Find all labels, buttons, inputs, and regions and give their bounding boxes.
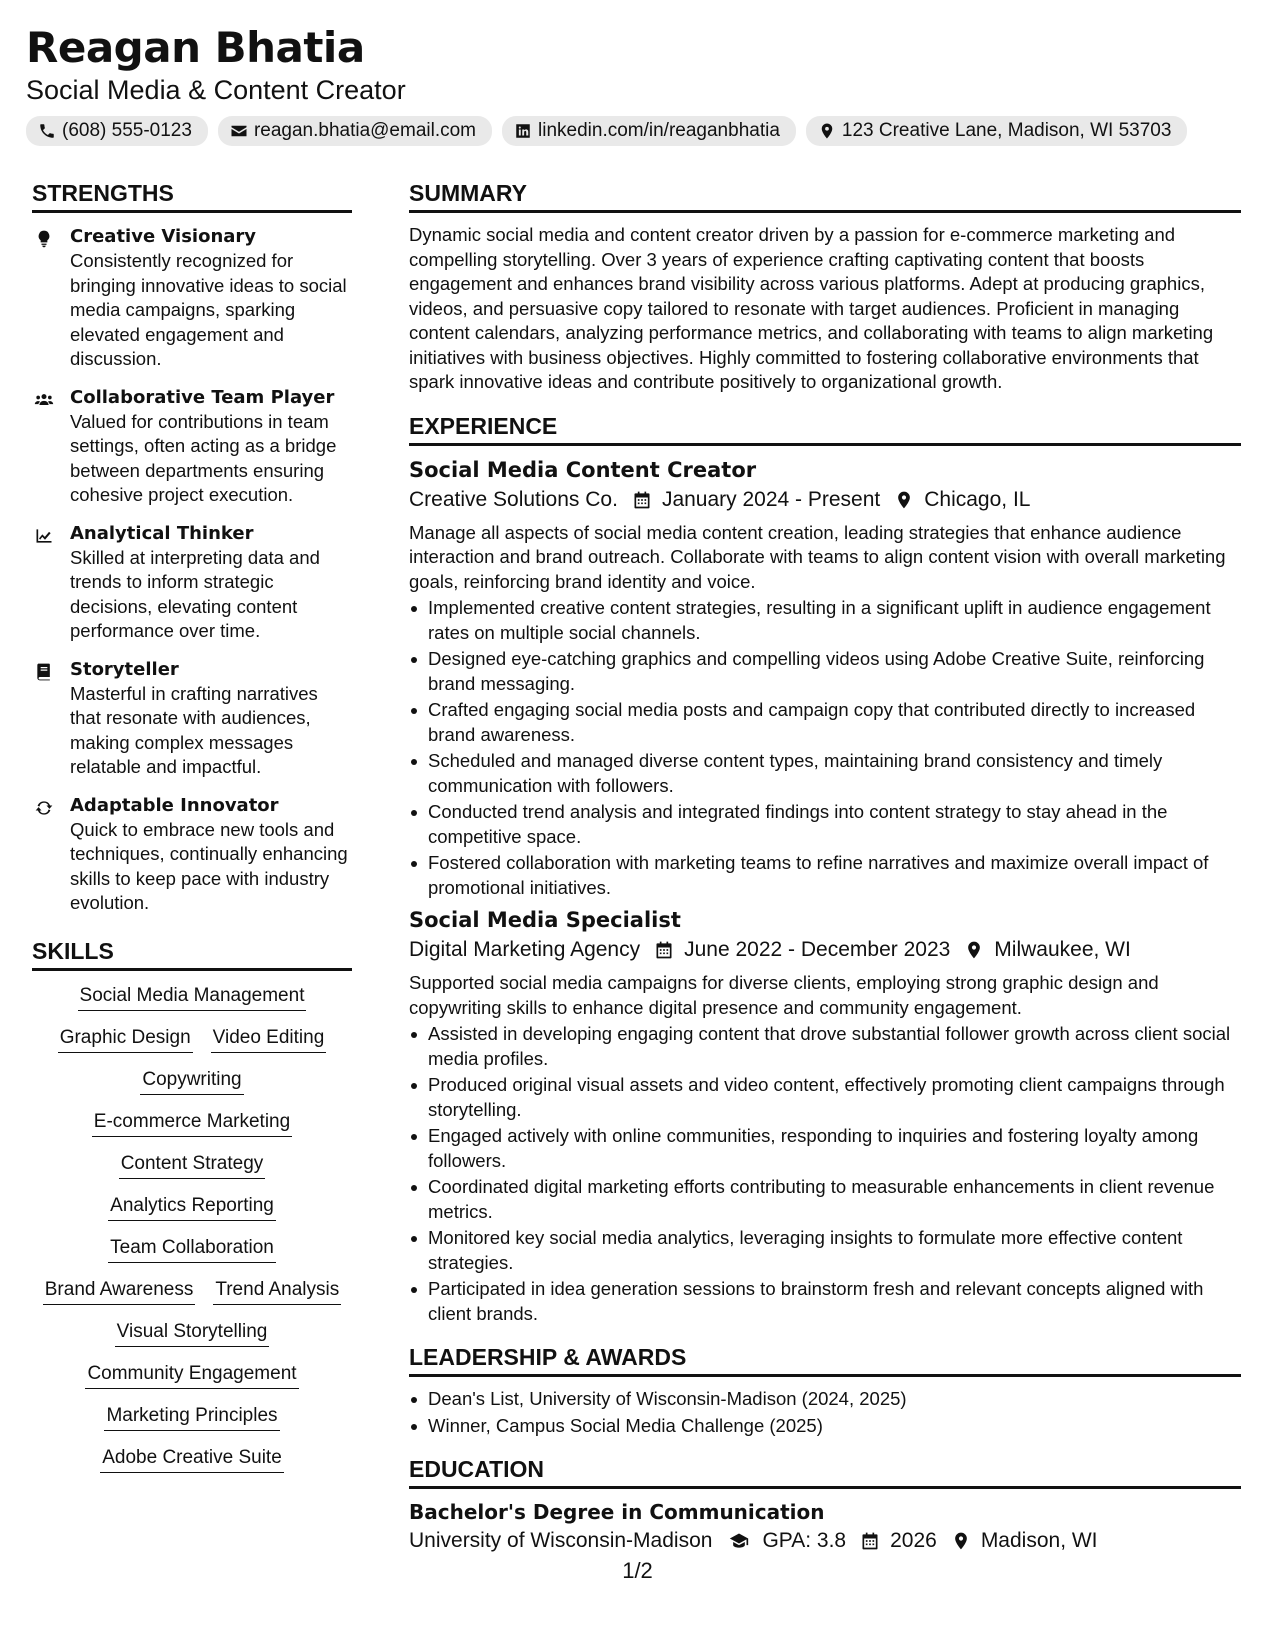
skill-tag: Marketing Principles bbox=[104, 1403, 279, 1431]
book-icon bbox=[34, 662, 54, 682]
map-pin-icon bbox=[951, 1531, 971, 1551]
skill-tag: E-commerce Marketing bbox=[92, 1109, 292, 1137]
contact-email-text: reagan.bhatia@email.com bbox=[253, 120, 477, 141]
education-meta bbox=[409, 1526, 1241, 1556]
awards-list bbox=[409, 1387, 1241, 1438]
map-pin-icon bbox=[964, 940, 984, 960]
list-item: Implemented creative content strategies, resulting in a significant uplift in audience engagement rates on multiple social channels. bbox=[409, 596, 1241, 645]
map-pin-icon bbox=[818, 122, 836, 140]
contact-phone[interactable] bbox=[26, 116, 208, 146]
strength-desc: Valued for contributions in team settings, often acting as a bridge between departments ensuring cohesive project execution. bbox=[70, 410, 337, 505]
map-pin-icon bbox=[894, 490, 914, 510]
contact-address bbox=[806, 116, 1188, 146]
skill-tag: Analytics Reporting bbox=[108, 1193, 276, 1221]
phone-icon bbox=[38, 122, 56, 140]
job-description: Manage all aspects of social media content creation, leading strategies that enhance audience interaction and brand outreach. Collaborate with teams to align content vision with overall marketing goals, reinforcing brand identity and voice. bbox=[409, 521, 1226, 592]
refresh-icon bbox=[34, 798, 54, 818]
strength-name: Collaborative Team Player bbox=[70, 386, 335, 408]
job-location: Chicago, IL bbox=[924, 487, 1031, 511]
list-item: Participated in idea generation sessions to brainstorm fresh and relevant concepts aligned with client brands. bbox=[409, 1277, 1241, 1326]
left-column bbox=[32, 178, 352, 1473]
job-title: Social Media Specialist bbox=[409, 908, 681, 932]
education-heading: EDUCATION bbox=[409, 1454, 1241, 1489]
strength-name: Creative Visionary bbox=[70, 226, 257, 247]
skill-tag: Adobe Creative Suite bbox=[100, 1445, 284, 1473]
calendar-icon bbox=[860, 1531, 880, 1551]
skill-tag: Copywriting bbox=[140, 1067, 243, 1095]
lightbulb-icon bbox=[34, 229, 54, 249]
school-name: University of Wisconsin-Madison bbox=[409, 1529, 713, 1552]
gpa: GPA: 3.8 bbox=[762, 1529, 847, 1552]
list-item: Monitored key social media analytics, leveraging insights to formulate more effective content strategies. bbox=[409, 1226, 1241, 1275]
graduation-year: 2026 bbox=[890, 1529, 937, 1552]
experience-heading: EXPERIENCE bbox=[409, 411, 1241, 446]
awards-heading: LEADERSHIP & AWARDS bbox=[409, 1342, 1241, 1377]
degree-title: Bachelor's Degree in Communication bbox=[409, 1500, 825, 1524]
skill-tag: Community Engagement bbox=[85, 1361, 298, 1389]
candidate-title: Social Media & Content Creator bbox=[26, 75, 406, 105]
job-entry bbox=[409, 456, 1241, 901]
strength-item bbox=[32, 522, 352, 644]
contact-phone-text: (608) 555-0123 bbox=[62, 120, 192, 141]
resume-header bbox=[26, 22, 1246, 146]
job-dates: January 2024 - Present bbox=[661, 487, 881, 511]
calendar-icon bbox=[632, 490, 652, 510]
strength-name: Storyteller bbox=[70, 658, 179, 680]
list-item: Assisted in developing engaging content that drove substantial follower growth across client social media profiles. bbox=[409, 1022, 1241, 1071]
strength-item bbox=[32, 386, 352, 508]
job-entry bbox=[409, 906, 1241, 1326]
strength-item bbox=[32, 658, 352, 780]
job-location: Milwaukee, WI bbox=[994, 938, 1131, 961]
strengths-heading: STRENGTHS bbox=[32, 178, 352, 213]
job-dates: June 2022 - December 2023 bbox=[684, 938, 951, 961]
strength-name: Analytical Thinker bbox=[70, 522, 254, 544]
chart-line-icon bbox=[34, 526, 54, 546]
list-item: Dean's List, University of Wisconsin-Madison (2024, 2025) bbox=[409, 1387, 1241, 1412]
strength-item bbox=[32, 794, 352, 916]
summary-heading: SUMMARY bbox=[409, 178, 1241, 213]
graduation-cap-icon bbox=[726, 1531, 752, 1551]
list-item: Crafted engaging social media posts and campaign copy that contributed directly to increased brand awareness. bbox=[409, 698, 1241, 747]
job-title: Social Media Content Creator bbox=[409, 457, 757, 482]
job-bullets bbox=[409, 1022, 1241, 1326]
skill-tag: Social Media Management bbox=[78, 983, 307, 1011]
skill-tag: Brand Awareness bbox=[43, 1277, 196, 1305]
skills-list bbox=[32, 983, 352, 1473]
contact-address-text: 123 Creative Lane, Madison, WI 53703 bbox=[841, 120, 1172, 141]
skills-heading: SKILLS bbox=[32, 936, 352, 971]
contact-linkedin[interactable] bbox=[502, 116, 796, 146]
list-item: Winner, Campus Social Media Challenge (2025) bbox=[409, 1414, 1241, 1439]
education-location: Madison, WI bbox=[980, 1529, 1098, 1552]
candidate-name: Reagan Bhatia bbox=[26, 23, 365, 72]
skill-tag: Graphic Design bbox=[58, 1025, 193, 1053]
envelope-icon bbox=[230, 122, 248, 140]
contact-linkedin-text: linkedin.com/in/reaganbhatia bbox=[538, 120, 780, 141]
job-bullets bbox=[409, 596, 1241, 900]
skill-tag: Visual Storytelling bbox=[115, 1319, 270, 1347]
job-meta bbox=[409, 485, 1241, 515]
skill-tag: Content Strategy bbox=[119, 1151, 266, 1179]
list-item: Engaged actively with online communities, responding to inquiries and fostering loyalty among followers. bbox=[409, 1124, 1241, 1173]
users-icon bbox=[34, 390, 54, 410]
job-company: Creative Solutions Co. bbox=[409, 487, 618, 511]
calendar-icon bbox=[654, 940, 674, 960]
strength-desc: Quick to embrace new tools and techniques, continually enhancing skills to keep pace with industry evolution. bbox=[70, 818, 348, 913]
contact-email[interactable] bbox=[218, 116, 492, 146]
strength-desc: Masterful in crafting narratives that resonate with audiences, making complex messages relatable and impactful. bbox=[70, 682, 318, 777]
strength-desc: Consistently recognized for bringing innovative ideas to social media campaigns, sparking elevated engagement and discussion. bbox=[70, 250, 347, 369]
right-column bbox=[409, 178, 1241, 1562]
job-description: Supported social media campaigns for diverse clients, employing strong graphic design and copywriting skills to enhance digital presence and community engagement. bbox=[409, 972, 1159, 1018]
linkedin-icon bbox=[514, 122, 532, 140]
strength-name: Adaptable Innovator bbox=[70, 794, 279, 816]
contact-bar bbox=[26, 116, 1246, 146]
skill-tag: Team Collaboration bbox=[108, 1235, 276, 1263]
list-item: Conducted trend analysis and integrated findings into content strategy to stay ahead in the competitive space. bbox=[409, 800, 1241, 849]
list-item: Coordinated digital marketing efforts contributing to measurable enhancements in client revenue metrics. bbox=[409, 1175, 1241, 1224]
list-item: Scheduled and managed diverse content types, maintaining brand consistency and timely communication with followers. bbox=[409, 749, 1241, 798]
job-meta bbox=[409, 935, 1241, 965]
strength-desc: Skilled at interpreting data and trends to inform strategic decisions, elevating content performance over time. bbox=[70, 546, 320, 641]
list-item: Fostered collaboration with marketing teams to refine narratives and maximize overall impact of promotional initiatives. bbox=[409, 851, 1241, 900]
list-item: Produced original visual assets and video content, effectively promoting client campaigns through storytelling. bbox=[409, 1073, 1241, 1122]
skill-tag: Trend Analysis bbox=[213, 1277, 341, 1305]
summary-text: Dynamic social media and content creator driven by a passion for e-commerce marketing and compelling storytelling. Over 3 years of experience crafting captivating content that boosts engagement and enhances brand visibility across various platforms. Adept at producing graphics, videos, and persuasive copy tailored to resonate with target audiences. Proficient in managing content calendars, analyzing performance metrics, and collaborating with teams to align marketing initiatives with business objectives. Highly committed to fostering collaborative environments that spark innovative ideas and contribute positively to organizational growth. bbox=[409, 224, 1214, 392]
skill-tag: Video Editing bbox=[211, 1025, 327, 1053]
job-company: Digital Marketing Agency bbox=[409, 938, 641, 961]
strength-item bbox=[32, 225, 352, 372]
page-number: 1/2 bbox=[622, 1558, 653, 1583]
list-item: Designed eye-catching graphics and compelling videos using Adobe Creative Suite, reinforcing brand messaging. bbox=[409, 647, 1241, 696]
